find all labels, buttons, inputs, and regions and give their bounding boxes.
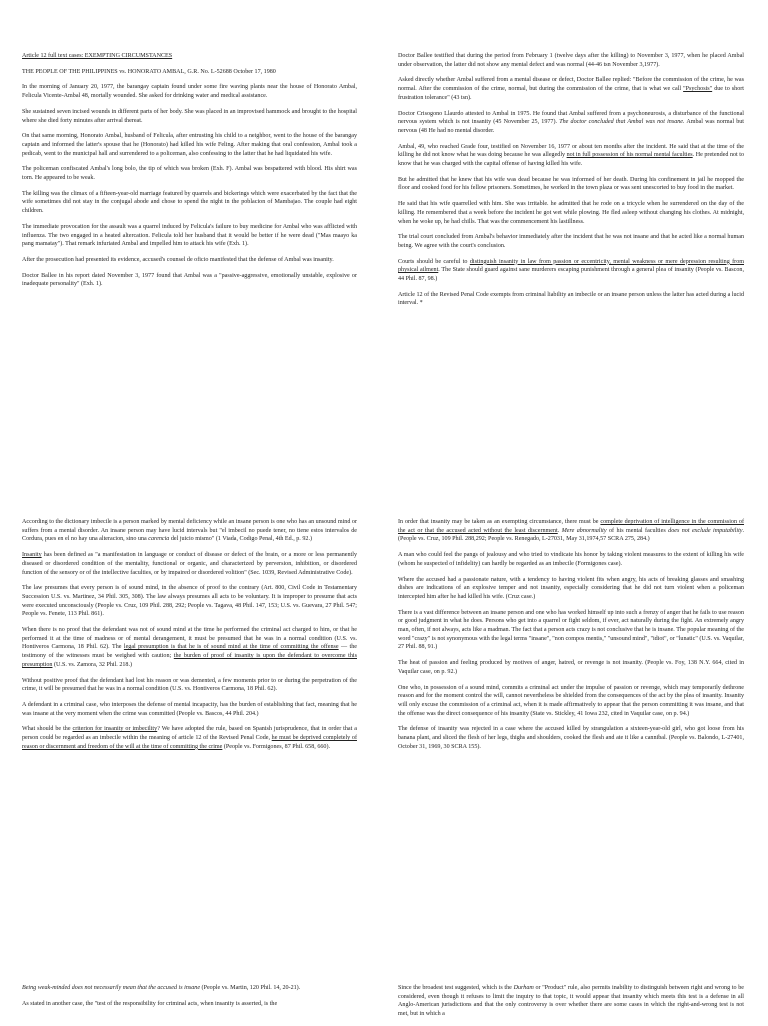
- underlined-text: "Psychosis": [683, 86, 713, 93]
- paragraph: He said that his wife quarrelled with him. She was irritable. he admitted that he rode on a tricycle when he surrendered on the day of the killing. He remembered that a week before the incident he got wet while plowing. He fled asleep without changing his clothes. At midnight, when he woke up, he had chills. That was the commencement his lastillness.: [398, 201, 744, 225]
- italic-text: Durham: [513, 985, 534, 991]
- underlined-text: Insanity: [22, 552, 42, 559]
- text-span: (People vs. Martin, 120 Phil. 14, 20-21).: [200, 985, 301, 991]
- middle-left-column: [22, 518, 357, 758]
- italic-text: carencia: [148, 536, 170, 543]
- paragraph: The trial court concluded from Ambal's behavior immediately after the incident that he was not insane and that he acted like a normal human being. We agree with the court's conclusion.: [398, 234, 744, 249]
- paragraph: As stated in another case, the "test of the responsibility for criminal acts, when insanity is asserted, is the: [22, 1000, 278, 1007]
- paragraph: One who, in possession of a sound mind, commits a criminal act under the impulse of passion or revenge, which may temporarily dethrone reason and for the moment control the will, cannot nevertheless be shielded from the consequences of the act by the plea of insanity. Insanity will only excuse the commission of a criminal act, when it is made affirmatively to appear that the person committing it was insane, and that the offense was the direct consequence of his insanity (State vs. Stickley, 41 Iowa 232, cited in Vaquilar case, on p. 94.): [398, 684, 744, 717]
- paragraph: [398, 258, 744, 284]
- text-span: . (People vs. Cruz, 109 Phil. 288,292; People vs. Renegado, L-27031, May 31,1974,57 SCRA 275, 284.): [398, 527, 744, 543]
- underlined-text: legal presumption is that he is of sound mind at the time of committing the offense: [123, 644, 339, 651]
- paragraph: [398, 143, 744, 169]
- underlined-text: distinguish insanity in law from passion or eccentricity, mental weakness or mere depression resulting from physical ailment: [398, 258, 744, 274]
- italic-text: Being weak-minded does not necessarily mean that the accused is insane: [22, 985, 201, 991]
- section-heading: Article 12 full text cases: EXEMPTING CIRCUMSTANCES: [22, 53, 173, 59]
- paragraph: The law presumes that every person is of sound mind, in the absence of proof to the contrary (Art. 800, Civil Code in Testamentary Succession U.S. vs. Martinez, 34 Phil. 305, 308). The law always presumes all acts to be voluntary. It is improper to presume that acts were executed unconsciously (People vs. Cruz, 109 Phil. 288, 292; People vs. Tagava, 48 Phil. 147, 153; U.S. vs. Guevara, 27 Phil. 547; People vs. Fenete, 113 Phil. 861).: [22, 585, 357, 618]
- paragraph: Doctor Ballee testified that during the period from February 1 (twelve days after the killing) to November 3, 1977, when he placed Ambal under observation, the latter did not show any mental defect and was normal (44-46 tsn November 3,1977).: [398, 53, 744, 68]
- text-span: due to short frustration tolerance" (43 tsn).: [398, 86, 744, 101]
- text-span: In order that insanity may be taken as an exempting circumstance, there must be: [398, 519, 601, 525]
- paragraph: But he admitted that he knew that his wife was dead because he was informed of her death. During his confinement in jail he mopped the floor and cooked food for his fellow prisoners. Sometimes, he worked in the town plaza or was sent unescorted to buy food in the market.: [398, 176, 744, 192]
- middle-right-column: [398, 518, 744, 758]
- italic-text: does not exclude imputability: [668, 527, 743, 534]
- paragraph: In the morning of January 20, 1977, the barangay captain found under some fire waving plants near the house of Honorato Ambal, Felicula Vicente-Ambal 48, mortally wounded. She asked for drinking water and medical assistance.: [22, 84, 357, 100]
- italic-text: Mere abnormality: [561, 527, 607, 534]
- paragraph: [22, 518, 357, 544]
- paragraph: After the prosecution had presented its evidence, accused's counsel de oficio manifested that the defense of Ambal was insanity.: [22, 256, 334, 263]
- paragraph: [22, 551, 357, 577]
- underlined-text: not in full possession of his normal mental faculties: [566, 152, 693, 159]
- text-span: Ambal was normal but nervous (48 He had no mental disorder.: [398, 119, 744, 134]
- text-span: del juicio mismo" (1 Viada, Codigo Penal, 4th Ed., p. 92.): [169, 536, 313, 543]
- bottom-left-column: [22, 984, 357, 1015]
- paragraph: The immediate provocation for the assault was a quarrel induced by Felicula's failure to buy medicine for Ambal who was afflicted with influenza. The two engaged in a heated altercation. Felicula told her husband that it would be better if he were dead ("Mas maayo ka pang mamatay"). That remark infuriated Ambal and impelled him to attack his wife (Exh. 1).: [22, 223, 357, 248]
- paragraph: She sustained seven incised wounds in different parts of her body. She was placed in an improvised hammock and brought to the hospital where she died forty minutes after arrival thereat.: [22, 108, 357, 124]
- text-span: has been defined as "a manifestation in language or conduct of disease or defect of the brain, or a more or less permanently diseased or disordered condition of the mentality, functional or organic, and characterized by perversion, inhibition, or disordered function of the sensory or of the intellective faculties, or by impaired or disordered volition" (Sec. 1039, Revised Administrative Code).: [22, 552, 357, 576]
- top-left-column: [22, 52, 357, 296]
- paragraph: [398, 518, 744, 544]
- underlined-text: the burden of proof of insanity is upon the defendant to overcome this presumption: [22, 653, 357, 668]
- top-right-column: [398, 52, 744, 315]
- text-span: ? We have adopted the rule, based on Spanish jurisprudence, that in order that a person could be regarded as an imbecile within the meaning of article 12 of the Revised Penal Code,: [22, 726, 357, 742]
- text-span: Doctor Crisogono Llaurdo attested to Ambal in 1975. He found that Ambal suffered from a psychoneurosis, a disturbance of the functional nervous system which is not insanity (45 November 25, 1977).: [398, 110, 744, 126]
- text-span: The: [111, 644, 124, 651]
- paragraph: [398, 984, 744, 1019]
- paragraph: [22, 725, 357, 751]
- text-span: When there is no proof that the defendant was not of sound mind at the time he performed the criminal act charged to him, or that he performed it at the time of madness or of mental derangement, it must be presumed that he was in a normal condition (U.S. vs. Hontiveros Carmona, 18 Phil. 62).: [22, 627, 357, 651]
- paragraph: A defendant in a criminal case, who interposes the defense of mental incapacity, has the burden of establishing that fact, meaning that he was insane at the very moment when the crime was committed (People vs. Bascos, 44 Phil. 204.): [22, 701, 357, 717]
- text-span: Courts should be careful to: [398, 258, 470, 265]
- paragraph: A man who could feel the pangs of jealousy and who tried to vindicate his honor by taking violent measures to the extent of killing his wife (whom he suspected of infidelity) can hardly be regarded as an imbecile (Formigones case).: [398, 552, 744, 567]
- underlined-text: criterion for insanity or imbecility: [72, 726, 158, 733]
- underlined-text: complete deprivation of intelligence in the commission of the act or that the accused acted without the least discernment: [398, 519, 745, 534]
- text-span: (People vs. Formigones, 87 Phil. 658, 660).: [222, 743, 331, 750]
- text-span: Asked directly whether Ambal suffered from a mental disease or defect, Doctor Ballee replied: "Before the commission of the crime, he was normal. After the commission of the crime, normal, but during the commission of the crime, that is what we call: [398, 77, 744, 93]
- paragraph: The defense of insanity was rejected in a case where the accused killed by strangulation a sixteen-year-old girl, who got loose from his banana plant, and sliced the flesh of her legs, thighs and shoulders, cooked the flesh and ate it like a cannibal. (People vs. Balondo, L-27401, October 31, 1969, 30 SCRA 155).: [398, 726, 744, 750]
- paragraph: [22, 984, 357, 993]
- text-span: Since the broadest test suggested, which is the: [398, 985, 514, 991]
- paragraph: There is a vast difference between an insane person and one who has worked himself up into such a frenzy of anger that he fails to use reason or good judgment in what he does. Persons who get into a quarrel or fight seldom, if ever, act naturally during the fight. An extremely angry man, often, if not always, acts like a madman. The fact that a person acts crazy is not conclusive that he is insane. The popular meaning of the word "crazy" is not synonymous with the legal terms "insane", "non compos mentis," "unsound mind", "idiot", or "lunatic" (U.S. vs. Vaquilar, 27 Phil. 88, 91.): [398, 609, 744, 651]
- paragraph: The killing was the climax of a fifteen-year-old marriage featured by quarrels and bickerings which were exacerbated by the fact that the wife sometimes did not stay in the conjugal abode and chose to spend the night in the poblacion of Mambajao. The couple had eight children.: [22, 190, 357, 215]
- text-span: According to the dictionary imbecile is a person marked by mental deficiency while an insane person is one who has an unsound mind or suffers from a mental disorder. An insane person may have lucid intervals but "el imbecil no puede tener, no tiene estos intervalos de Cordura, pues en el no hay una alteracion, sino una: [22, 519, 357, 543]
- paragraph: The heat of passion and feeling produced by motives of anger, hatred, or revenge is not insanity. (People vs. Foy, 138 N.Y. 664, cited in Vaquilar case, on p. 92.): [398, 660, 744, 675]
- paragraph: [398, 110, 744, 136]
- paragraph: On that same morning, Honorato Ambal, husband of Felicula, after entrusting his child to a neighbor, went to the house of the barangay captain and informed the latter's spouse that he (Honorato) had killed his wife Feling. After making that oral confession, Ambal took a pedicab, went to the municipal hall and surrendered to a policeman, also confessing to the latter that he had liquidated his wife.: [22, 133, 357, 157]
- text-span: . The State should guard against sane murderers escaping punishment through a general plea of insanity (People vs. Bascon, 44 Phil. 87, 98.): [398, 267, 744, 283]
- paragraph: Where the accused had a passionate nature, with a tendency to having violent fits when angry, his acts of breaking glasses and smashing dishes are indications of an explosive temper and not insanity, especially considering that he did not turn violent when a policeman intercepted him after he had killed his wife. (Cruz case.): [398, 576, 744, 600]
- text-span: or "Product" rule, also permits inability to distinguish between right and wrong to be considered, even though it refuses to limit the inquiry to that topic, it would appear that insanity which meets this test is a defense in all Anglo-American jurisdictions and that the only controversy is over whether there are some cases in which the right-and-wrong test is not met, but in which a: [398, 985, 744, 1018]
- text-span: — the testimony of the witnesses must be weighed with caution;: [22, 644, 357, 660]
- paragraph: Without positive proof that the defendant had lost his reason or was demented, a few moments prior to or during the perpetration of the crime, it will be presumed that he was in a normal condition (U.S. vs. Hontiveros Carmona, 18 Phil. 62).: [22, 677, 357, 693]
- paragraph: [22, 626, 357, 670]
- text-span: Ambal, 49, who reached Grade four, testified on November 16, 1977 or about ten months after the incident. He said that at the time of the killing he did not know what he was doing because he was allegedly: [398, 143, 744, 159]
- italic-text: The doctor concluded that Ambal was not insane.: [559, 119, 685, 126]
- text-span: (U.S. vs. Zamora, 32 Phil. 218.): [52, 661, 133, 668]
- paragraph: Doctor Ballee in his report dated November 3, 1977 found that Ambal was a "passive-aggressive, emotionally unstable, explosive or inadequate personality" (Exh. 1).: [22, 272, 357, 288]
- bottom-right-column: [398, 984, 744, 1026]
- text-span: of his mental faculties: [606, 527, 669, 534]
- text-span: What should be the: [22, 726, 73, 733]
- text-span: . He pretended not to know that he was charged with the capital offense of having killed his wife.: [398, 152, 745, 168]
- paragraph: [398, 76, 744, 102]
- paragraph: Article 12 of the Revised Penal Code exempts from criminal liability an imbecile or an insane person unless the latter has acted during a lucid interval. *: [398, 291, 744, 307]
- case-title: THE PEOPLE OF THE PHILIPPINES vs. HONORATO AMBAL, G.R. No. L-52688 October 17, 1980: [22, 68, 276, 75]
- text-span: .: [557, 527, 562, 534]
- underlined-text: he must be deprived completely of reason or discernment and freedom of the will at the time of committing the crime: [22, 735, 357, 750]
- paragraph: The policeman confiscated Ambal's long bolo, the tip of which was broken (Exh. F). Ambal was bespattered with blood. His shirt was torn. He appeared to be weak.: [22, 166, 357, 182]
